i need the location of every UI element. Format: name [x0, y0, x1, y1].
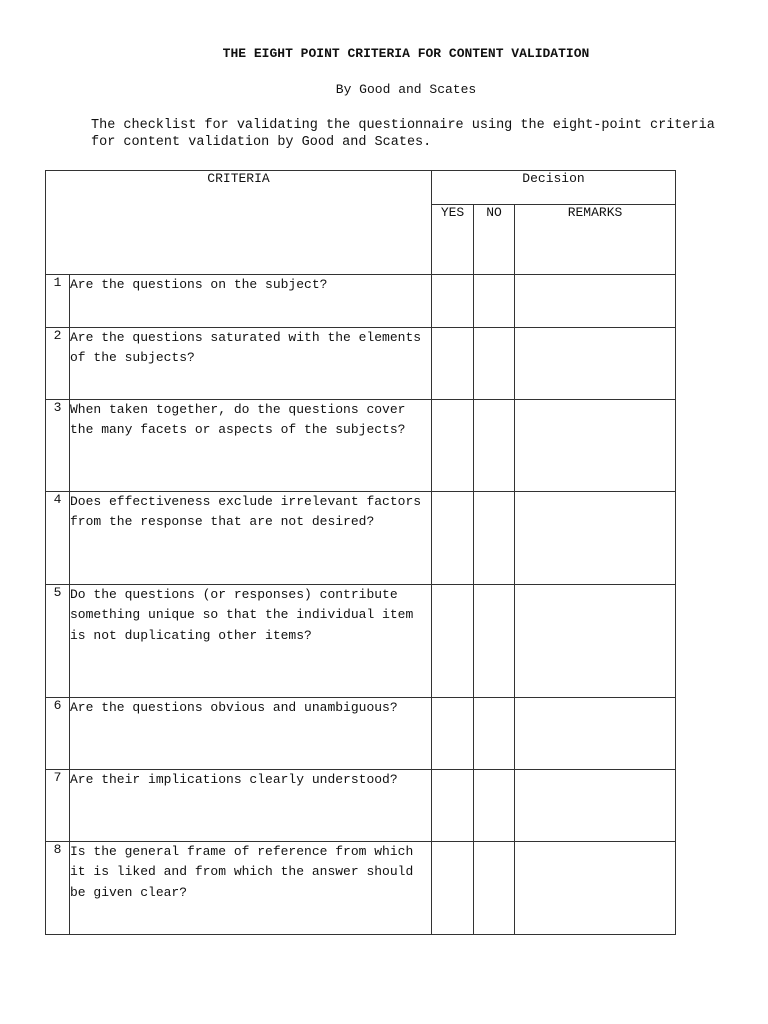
yes-cell[interactable]	[432, 328, 474, 400]
table-row	[46, 698, 676, 770]
no-cell[interactable]	[474, 328, 515, 400]
row-number: 6	[46, 698, 70, 770]
yes-cell[interactable]	[432, 770, 474, 842]
yes-cell[interactable]	[432, 585, 474, 698]
criteria-question: Are their implications clearly understood?	[70, 770, 432, 842]
yes-cell[interactable]	[432, 275, 474, 328]
no-cell[interactable]	[474, 770, 515, 842]
remarks-cell[interactable]	[515, 842, 676, 935]
remarks-cell[interactable]	[515, 328, 676, 400]
no-cell[interactable]	[474, 275, 515, 328]
criteria-checklist-table	[45, 170, 676, 935]
row-number: 1	[46, 275, 70, 328]
table-row	[46, 770, 676, 842]
table-row	[46, 585, 676, 698]
table-row	[46, 492, 676, 585]
criteria-question: Are the questions saturated with the elements of the subjects?	[70, 328, 432, 400]
row-number: 8	[46, 842, 70, 935]
no-header: NO	[474, 205, 515, 275]
row-number: 3	[46, 400, 70, 492]
remarks-cell[interactable]	[515, 585, 676, 698]
row-number: 2	[46, 328, 70, 400]
no-cell[interactable]	[474, 698, 515, 770]
remarks-cell[interactable]	[515, 275, 676, 328]
remarks-cell[interactable]	[515, 770, 676, 842]
criteria-question: Are the questions obvious and unambiguous?	[70, 698, 432, 770]
remarks-cell[interactable]	[515, 492, 676, 585]
yes-cell[interactable]	[432, 400, 474, 492]
document-title: THE EIGHT POINT CRITERIA FOR CONTENT VALIDATION	[222, 46, 590, 61]
intro-paragraph: The checklist for validating the questionnaire using the eight-point criteria for content validation by Good and Scates.	[91, 118, 715, 150]
row-number: 4	[46, 492, 70, 585]
row-number: 7	[46, 770, 70, 842]
row-number: 5	[46, 585, 70, 698]
criteria-question: Are the questions on the subject?	[70, 275, 432, 328]
yes-cell[interactable]	[432, 842, 474, 935]
yes-cell[interactable]	[432, 492, 474, 585]
document-byline: By Good and Scates	[335, 82, 477, 97]
criteria-header: CRITERIA	[46, 171, 432, 275]
table-row	[46, 328, 676, 400]
no-cell[interactable]	[474, 585, 515, 698]
criteria-question: Do the questions (or responses) contribute something unique so that the individual item is not duplicating other items?	[70, 585, 432, 698]
decision-header: Decision	[432, 171, 676, 205]
criteria-question: Does effectiveness exclude irrelevant factors from the response that are not desired?	[70, 492, 432, 585]
no-cell[interactable]	[474, 492, 515, 585]
table-row	[46, 275, 676, 328]
no-cell[interactable]	[474, 842, 515, 935]
no-cell[interactable]	[474, 400, 515, 492]
table-row	[46, 842, 676, 935]
remarks-cell[interactable]	[515, 698, 676, 770]
remarks-header: REMARKS	[515, 205, 676, 275]
criteria-question: Is the general frame of reference from which it is liked and from which the answer should be given clear?	[70, 842, 432, 935]
criteria-question: When taken together, do the questions cover the many facets or aspects of the subjects?	[70, 400, 432, 492]
remarks-cell[interactable]	[515, 400, 676, 492]
yes-cell[interactable]	[432, 698, 474, 770]
yes-header: YES	[432, 205, 474, 275]
table-row	[46, 400, 676, 492]
